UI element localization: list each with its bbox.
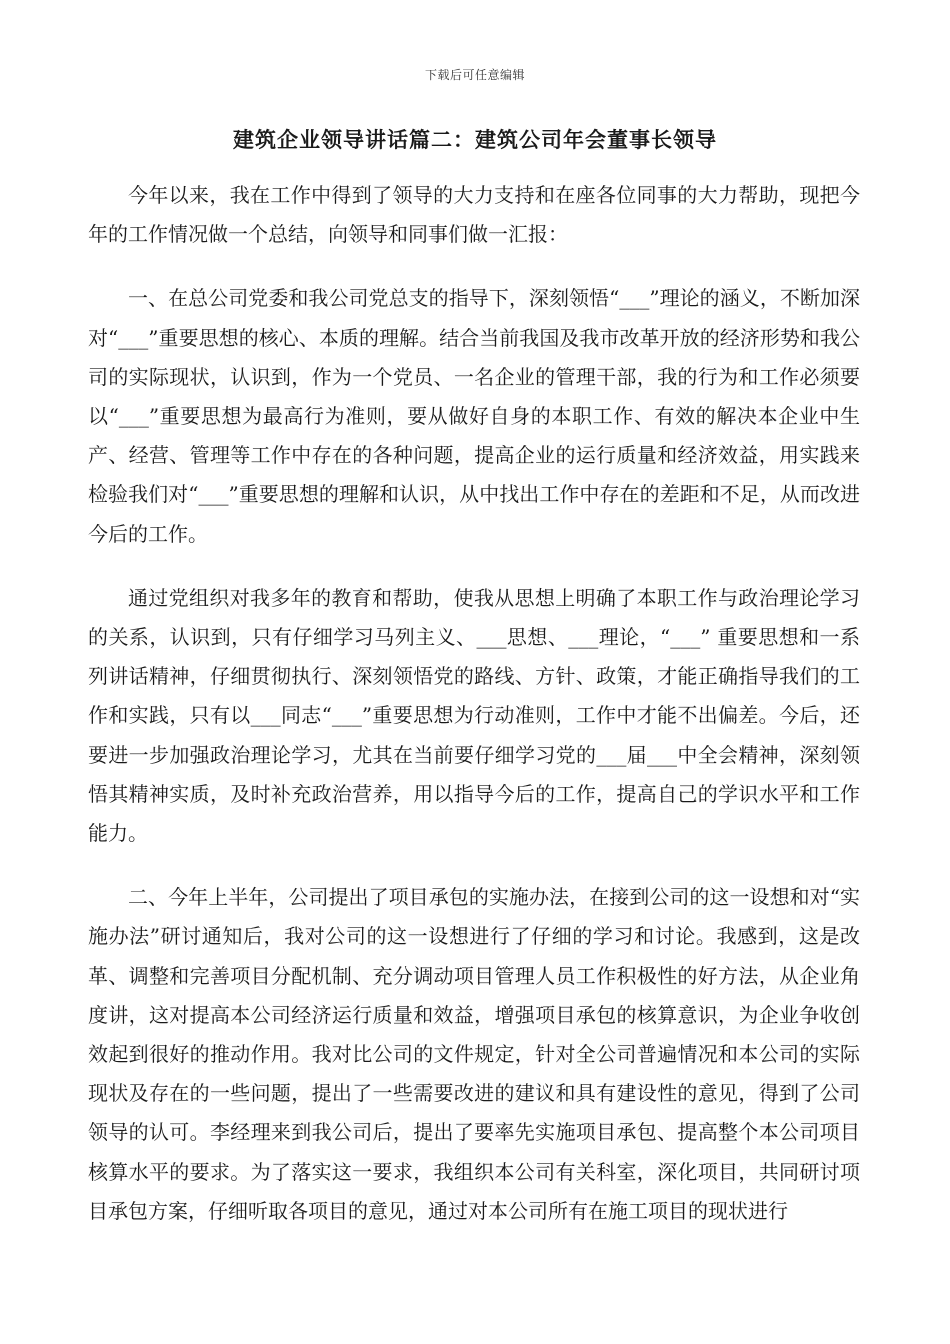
paragraph-section-1-cont: 通过党组织对我多年的教育和帮助，使我从思想上明确了本职工作与政治理论学习的关系，认识到，只有仔细学习马列主义、___思想、___理论，“___” 重要思想和一系列讲话精神，仔细贯彻执行、深刻领悟党的路线、方针、政策，才能正确指导我们的工作和实践，只有以___同志“___”重要思想为行动准则，工作中才能不出偏差。今后，还要进一步加强政治理论学习，尤其在当前要仔细学习党的___届___中全会精神，深刻领悟其精神实质，及时补充政治营养，用以指导今后的工作，提高自己的学识水平和工作能力。: [88, 585, 860, 846]
paragraph-section-1: 一、在总公司党委和我公司党总支的指导下，深刻领悟“___”理论的涵义，不断加深对“___”重要思想的核心、本质的理解。结合当前我国及我市改革开放的经济形势和我公司的实际现状，认识到，作为一个党员、一名企业的管理干部，我的行为和工作必须要以“___”重要思想为最高行为准则，要从做好自身的本职工作、有效的解决本企业中生产、经营、管理等工作中存在的各种问题，提高企业的运行质量和经济效益，用实践来检验我们对“___”重要思想的理解和认识，从中找出工作中存在的差距和不足，从而改进今后的工作。: [88, 286, 860, 546]
paragraph-section-2: 二、今年上半年，公司提出了项目承包的实施办法，在接到公司的这一设想和对“实施办法”研讨通知后，我对公司的这一设想进行了仔细的学习和讨论。我感到，这是改革、调整和完善项目分配机制、充分调动项目管理人员工作积极性的好方法，从企业角度讲，这对提高本公司经济运行质量和效益，增强项目承包的核算意识，为企业争收创效起到很好的推动作用。我对比公司的文件规定，针对全公司普遍情况和本公司的实际现状及存在的一些问题，提出了一些需要改进的建议和具有建设性的意见，得到了公司领导的认可。李经理来到我公司后，提出了要率先实施项目承包、提高整个本公司项目核算水平的要求。为了落实这一要求，我组织本公司有关科室，深化项目，共同研讨项目承包方案，仔细听取各项目的意见，通过对本公司所有在施工项目的现状进行: [88, 885, 860, 1223]
header-note: 下载后可任意编辑: [424, 68, 525, 82]
document-title: 建筑企业领导讲话篇二：建筑公司年会董事长领导: [233, 128, 717, 152]
paragraph-intro: 今年以来，我在工作中得到了领导的大力支持和在座各位同事的大力帮助，现把今年的工作情况做一个总结，向领导和同事们做一汇报：: [88, 183, 860, 247]
document-body: [88, 176, 860, 1256]
